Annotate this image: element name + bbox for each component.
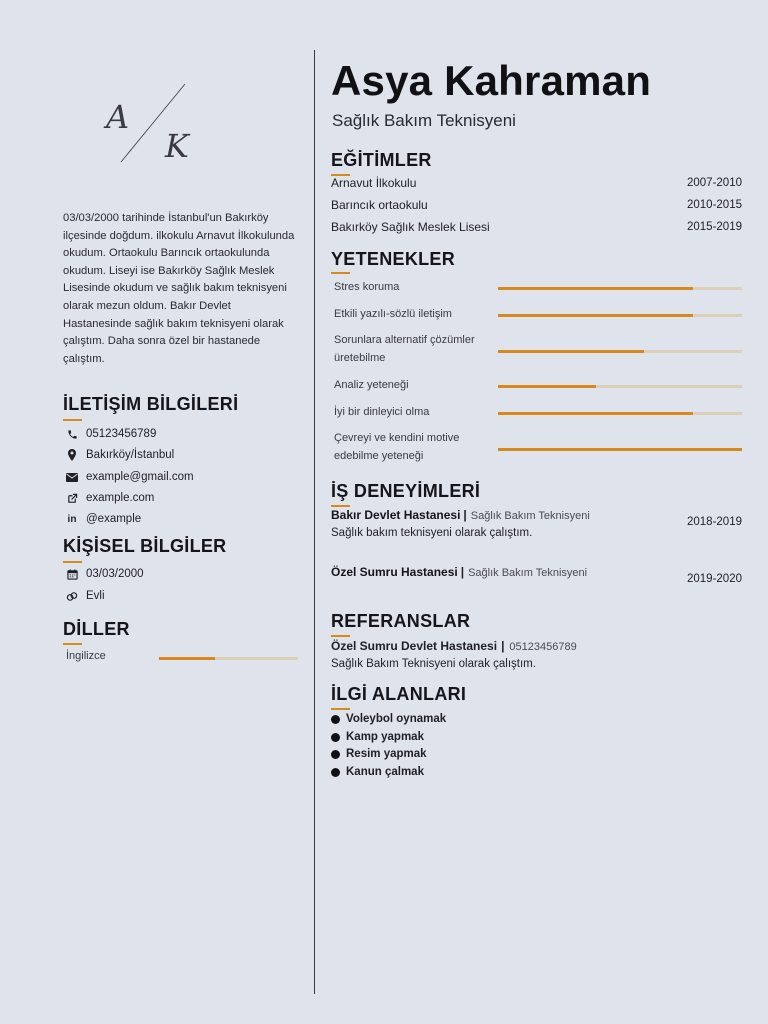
interest-item [331,746,427,762]
skill-level-fill [498,412,693,415]
education-section-title: EĞİTİMLER [331,150,432,170]
contact-linkedin[interactable] [66,511,141,527]
contact-phone-text: 05123456789 [86,428,157,440]
skill-level-bar [498,314,742,317]
contact-website-text: example.com [86,492,155,504]
skill-level-fill [498,350,644,353]
personal-marital [66,588,105,604]
experience-position: Sağlık Bakım Teknisyeni [470,510,590,522]
contact-email[interactable] [66,469,194,485]
experience-years: 2018-2019 [687,516,742,528]
personal-birthdate [66,566,144,582]
skill-level-bar [498,385,742,388]
interest-item [331,764,424,780]
skill-level-bar [498,412,742,415]
contact-location-text: Bakırköy/İstanbul [86,449,175,461]
education-item [331,175,742,191]
interests-section-title: İLGİ ALANLARI [331,684,467,704]
bullet-icon [331,715,340,724]
interest-label: Voleybol oynamak [346,713,447,725]
monogram-first: A [106,98,130,136]
bullet-icon [331,733,340,742]
contact-phone[interactable] [66,426,156,442]
skill-name: Sorunlara alternatif çözümler üretebilme [334,334,475,364]
language-name: İngilizce [66,650,106,662]
education-item [331,219,742,235]
education-years: 2007-2010 [687,177,742,189]
language-level-fill [159,657,215,660]
section-accent [63,643,82,645]
skill-level-bar [498,448,742,451]
reference-description: Sağlık Bakım Teknisyeni olarak çalıştım. [331,658,536,670]
education-years: 2010-2015 [687,199,742,211]
phone-icon [66,428,78,440]
contact-location [66,447,174,463]
skill-name: Etkili yazılı-sözlü iletişim [334,308,452,320]
skill-level-fill [498,287,693,290]
education-school: Arnavut İlkokulu [331,176,417,190]
experience-years: 2019-2020 [687,573,742,585]
skill-name: Stres koruma [334,281,400,293]
monogram-last: K [165,127,189,165]
skill-level-fill [498,385,596,388]
skill-name: Analiz yeteneği [334,379,409,391]
reference-phone: 05123456789 [509,641,577,653]
contact-website[interactable] [66,490,154,506]
education-school: Barıncık ortaokulu [331,198,428,212]
experience-description: Sağlık bakım teknisyeni olarak çalıştım. [331,527,533,539]
languages-section-title: DİLLER [63,619,130,639]
education-years: 2015-2019 [687,221,742,233]
experience-item: Özel Sumru Hastanesi | Sağlık Bakım Teknisyeni 2019-2020 [331,565,742,585]
language-level-bar [159,657,298,660]
personal-section-title: KİŞİSEL BİLGİLER [63,536,227,556]
section-accent [331,708,350,710]
linkedin-icon: in [67,513,77,525]
rings-icon [66,590,78,602]
column-divider [314,50,315,994]
location-icon [66,449,78,461]
experience-company: Bakır Devlet Hastanesi [331,508,461,522]
person-name: Asya Kahraman [331,57,652,104]
skill-name: İyi bir dinleyici olma [334,406,430,418]
experience-company: Özel Sumru Hastanesi [331,565,458,579]
calendar-icon [66,568,78,580]
skill-name: Çevreyi ve kendini motive edebilme yeteneği [334,432,460,462]
skill-level-fill [498,314,693,317]
personal-birthdate-text: 03/03/2000 [86,568,144,580]
reference-company: Özel Sumru Devlet Hastanesi [331,639,498,653]
skill-level-bar [498,287,742,290]
mail-icon [66,471,78,483]
personal-marital-text: Evli [86,590,105,602]
interest-label: Kamp yapmak [346,731,424,743]
interest-label: Kanun çalmak [346,766,424,778]
contact-linkedin-text: @example [86,513,142,525]
skill-level-bar [498,350,742,353]
interest-label: Resim yapmak [346,748,427,760]
interest-item [331,711,446,727]
section-accent [63,419,82,421]
about-text: 03/03/2000 tarihinde İstanbul'un Bakırköy ilçesinde doğdum. ilkokulu Arnavut İlkokulunda okudum. Ortaokulu Barıncık ortaokulunda okudum. Liseyi ise Bakırköy Sağlık Meslek Lisesinde okudum ve sağlık bakım teknisyeni olarak mezun oldum. Bakır Devlet Hastanesinde sağlık bakım teknisyeni olarak çalıştım. Daha sonra özel bir hastanede çalıştım. [63,212,295,365]
education-school: Bakırköy Sağlık Meslek Lisesi [331,220,490,234]
experience-position: Sağlık Bakım Teknisyeni [468,567,588,579]
references-section-title: REFERANSLAR [331,611,471,631]
section-accent [331,272,350,274]
reference-item: Özel Sumru Devlet Hastanesi | 05123456789 Sağlık Bakım Teknisyeni olarak çalıştım. [331,637,742,672]
experience-item: Bakır Devlet Hastanesi | Sağlık Bakım Teknisyeni Sağlık bakım teknisyeni olarak çalıştım. 2018-2019 [331,508,742,539]
bullet-icon [331,750,340,759]
external-link-icon [66,492,78,504]
skill-level-fill [498,448,742,451]
bullet-icon [331,768,340,777]
contact-section-title: İLETİŞİM BİLGİLERİ [63,394,239,414]
monogram-logo [103,80,233,170]
contact-email-text: example@gmail.com [86,471,194,483]
skills-section-title: YETENEKLER [331,249,456,269]
section-accent [63,561,82,563]
education-item [331,197,742,213]
experience-section-title: İŞ DENEYİMLERİ [331,481,481,501]
job-title: Sağlık Bakım Teknisyeni [332,111,516,130]
interest-item [331,729,424,745]
